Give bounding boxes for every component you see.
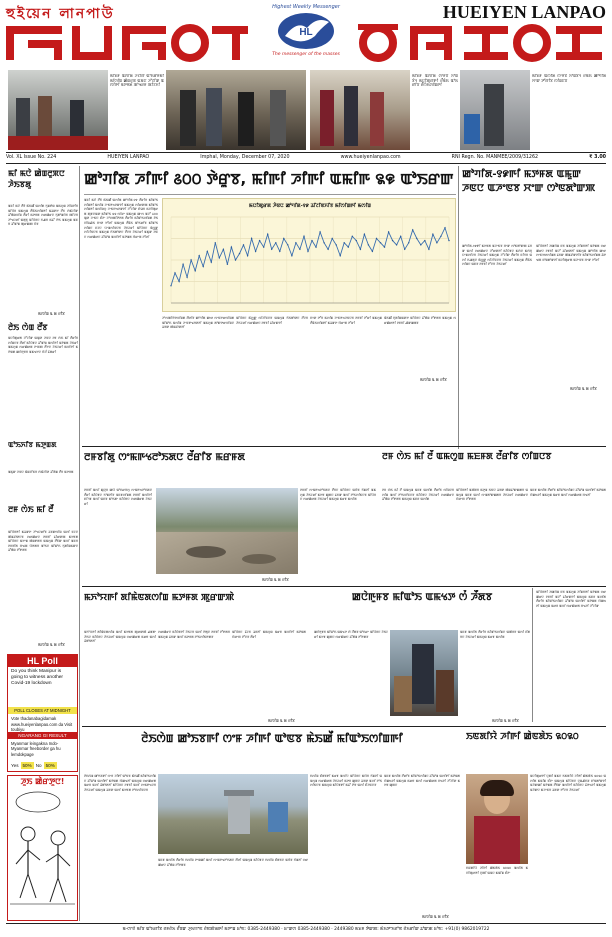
info-bar-bottom-rule	[6, 163, 606, 164]
mid-right-headline: ꯂꯝ ꯁꯥꯏ ꯃꯤ ꯂꯩ ꯑꯃꯁꯨꯡ ꯃꯐꯝꯗ ꯂꯩꯔꯤꯕ ꯁꯤꯡꯅꯕ	[382, 452, 552, 462]
bottom-right-headline: ꯏꯟꯗꯤꯌꯥ ꯍꯤꯒꯤ ꯀꯥꯟꯗꯥꯏ ꯲꯰꯲꯰	[466, 732, 579, 742]
chart-point	[444, 227, 445, 228]
chart-point	[235, 259, 236, 260]
bottom-column-2: ꯃꯐꯝ ꯑꯁꯤꯗ ꯂꯩꯔꯤꯕ ꯏꯁꯤꯡ ꯇꯦꯡꯀꯤ ꯑꯁꯤ ꯁꯦꯃꯒꯠꯂꯣꯏꯗꯅ ꯂꯩꯔꯤ ꯑꯃꯁꯨꯡ ꯃꯤꯌꯥꯝꯅ ꯏꯁꯤꯡ ꯐꯪꯗꯕꯅ ꯑꯋꯥꯕ ꯈꯥꯡꯂꯤ ꯁꯔꯀꯥꯔꯅ ꯊꯧꯗꯥꯡ ꯂꯧꯒꯗꯕ	[158, 858, 308, 867]
mid-column-2: ꯂꯝꯕꯤ ꯁꯦꯃꯒꯠꯂꯣꯏꯗꯅ ꯂꯩꯕꯅ ꯃꯤꯌꯥꯝꯅ ꯑꯋꯥꯕ ꯈꯥꯡꯂꯤ ꯑꯃꯁꯨꯡ ꯍꯥꯏꯖꯔꯤ ꯃꯇꯝ ꯀꯨꯞꯅ ꯊꯕꯛ ꯑꯁꯤ ꯂꯣꯏꯁꯤꯟꯅꯕ ꯃꯤꯌꯥꯝꯅ ꯁꯔꯀꯥꯔꯗ ꯍꯥꯏꯖꯔꯤ ꯑꯃꯁꯨꯡ ꯃꯔꯝ ꯑꯁꯤꯗ	[300, 488, 376, 502]
mid-column-1: ꯂꯝꯕꯤ ꯑꯁꯤ ꯀꯨꯍꯨꯝ ꯀꯌꯥ ꯑꯣꯏꯔꯕꯁꯨ ꯁꯦꯃꯒꯠꯂꯣꯏꯗꯅ ꯂꯩꯔꯤ ꯃꯤꯌꯥꯝꯅ ꯈꯣꯡꯂꯤꯕ ꯃꯐꯝꯁꯤꯡꯗ ꯂꯝꯕꯤ ꯑꯁꯤꯒꯤ ꯐꯤꯚꯝ ꯑꯁꯤ ꯑꯐꯕ ꯑꯣꯏꯗꯦ ꯃꯤꯌꯥꯝꯅ ꯁꯔꯀꯥꯔꯗ ꯍꯥꯏꯖꯔꯤ	[84, 488, 152, 506]
masthead-meitei-right	[356, 20, 608, 64]
left-headline-2: ꯂꯥꯏ ꯁꯥꯡ ꯂꯩꯕ	[8, 323, 48, 332]
dove-icon	[275, 10, 337, 52]
chart-point	[412, 229, 413, 230]
chart-point	[376, 238, 377, 239]
left-article-2: ꯃꯅꯤꯄꯨꯔꯗ ꯍꯧꯖꯤꯛ ꯑꯃꯨꯛ ꯍꯟꯅ ꯂꯝ ꯁꯥꯏ ꯃꯤ ꯂꯩꯔꯤꯕ ꯁꯤꯡꯅꯕ ꯂꯩꯔꯤ ꯃꯤꯌꯥꯝꯅ ꯊꯧꯑꯣꯡ ꯑꯁꯤꯒꯤ ꯃꯇꯥꯡꯗ ꯍꯥꯏꯔꯤ ꯑꯃꯁꯨꯡ ꯁꯔꯀꯥꯔꯗ ꯂꯦꯞꯄ ꯂꯩꯇꯅ ꯍꯥꯏꯖꯔꯤ ꯃꯁꯤꯒꯤ ꯃꯇꯥꯡꯗ ꯀꯅꯥꯒꯨꯝꯕ ꯑꯃꯠꯇꯅ ꯋꯥꯍꯪ ꯊꯥꯗꯔꯤ	[8, 336, 78, 354]
section-rule-2	[82, 586, 606, 587]
chart-point	[436, 242, 437, 243]
chart-point	[327, 249, 328, 250]
volume-issue: Vol. XL Issue No. 224	[6, 155, 57, 160]
dateline: Imphal, Monday, December 07, 2020	[200, 155, 290, 160]
chart-point	[323, 242, 324, 243]
chart-point	[170, 285, 171, 286]
mid-right-column-2: ꯃꯤꯌꯥꯝꯒꯤ ꯑꯄꯥꯝꯕ ꯃꯇꯨꯡ ꯏꯟꯅ ꯊꯕꯛ ꯄꯥꯡꯊꯣꯛꯀꯗꯕ ꯑꯃꯁꯨꯡ ꯃꯐꯝ ꯑꯁꯤ ꯁꯦꯡꯗꯣꯛꯀꯗꯕ ꯍꯥꯏꯖꯔꯤ ꯁꯔꯀꯥꯔꯅ ꯋꯥꯔꯦꯞ ꯂꯧꯒꯗꯕ	[456, 488, 528, 502]
chart-point	[396, 244, 397, 245]
chart-point	[392, 240, 393, 241]
chart-point	[344, 242, 345, 243]
chart-point	[223, 249, 224, 250]
footer-imprint: ꯃ-ꯁꯦꯂꯥ ꯃꯤꯕ ꯑꯣꯏꯔꯤꯕ ꯂꯝꯂꯥꯏ ꯂꯩꯕꯛ ꯍꯨꯏꯌꯦꯟ ꯂꯥꯟꯄꯥꯎꯒꯤ ꯃꯇꯦꯡ ꯐꯣꯟ: 0385-2449380 · ꯐꯦꯛꯁ 0385-2449380 · 2449380 ꯃꯐꯝ ꯇꯥꯛꯄ: ꯃꯥꯏꯇꯦꯏꯂꯣꯟ ꯂꯥꯏꯔꯤꯛ ꯊꯣꯛꯄ ꯐꯣꯟ: +91(0) 9862019722	[122, 927, 490, 932]
logo-top-text: Highest Weekly Messenger	[272, 4, 340, 10]
right-column-divider	[458, 166, 459, 449]
logo-caption: The messenger of the masses	[272, 52, 340, 57]
poll-yes-pct: 50%	[22, 763, 32, 768]
left-continued-2: ꯃꯁꯤꯡ ꯲ ꯗ ꯂꯤꯕ	[38, 642, 65, 647]
photo-strip-4	[460, 70, 530, 150]
chart-point	[291, 255, 292, 256]
chart-point	[372, 251, 373, 252]
chart-point	[432, 234, 433, 235]
chart-point	[404, 249, 405, 250]
lower-mid-headline: ꯀꯅꯥꯒꯨꯝꯕ ꯃꯤꯑꯣꯏ ꯑꯃꯠꯇ ꯁꯪ ꯍꯩꯗꯕ	[351, 592, 493, 603]
lead-column-1: ꯑꯐꯤ ꯃꯅꯥ ꯂꯩꯕꯥ ꯃꯥꯏꯀꯩ ꯑꯁꯤꯗ ꯀꯣꯚꯤꯗ-꯱꯹ ꯂꯩꯔꯤꯕ ꯃꯤꯑꯣꯏꯁꯤꯡꯒꯤ ꯃꯁꯤꯡ ꯍꯦꯟꯒꯠꯂꯛꯂꯤ ꯑꯃꯁꯨꯡ ꯁꯤꯔꯛꯄ ꯃꯤꯑꯣꯏꯁꯤꯡꯒꯤ ꯃꯁꯤꯡꯁꯨ ꯍꯦꯟꯒꯠꯂꯛꯂꯤ ꯍꯧꯖꯤꯛ ꯐꯥꯎꯕ ꯃꯅꯤꯄꯨꯔꯗ ꯄꯨꯝꯅꯃꯛ ꯃꯤꯑꯣꯏ ꯲꯶ ꯁꯤꯔꯦ ꯑꯃꯁꯨꯡ ꯀꯦꯁ ꯑꯅꯧ ꯴꯰꯰ ꯃꯨꯛ ꯍꯦꯟꯅ ꯐꯪꯂꯦ ꯍꯣꯁꯄꯤꯇꯥꯂꯗ ꯂꯩꯔꯤꯕ ꯃꯤꯑꯣꯏꯁꯤꯡꯗ ꯂꯥꯏꯅꯤꯡꯉꯥꯏ ꯆꯦꯛ ꯇꯧꯔꯤ ꯑꯃꯁꯨꯡ ꯂꯩꯃꯥꯏ ꯑꯣꯏꯔꯤꯕ ꯃꯤꯑꯣꯏꯁꯤꯡꯅ ꯐꯖꯅ ꯌꯦꯡꯁꯤꯟꯅꯕ ꯍꯥꯏꯖꯔꯤ ꯃꯤꯌꯥꯝꯅ ꯃꯥꯁ꯭ꯛ ꯁꯤꯖꯤꯟꯅꯕ ꯑꯃꯁꯨꯡ ꯈꯥꯏꯗꯣꯛꯅ ꯂꯩꯅꯕ ꯍꯥꯏꯖꯔꯤ ꯑꯃꯨꯛ ꯍꯟꯅ ꯁꯔꯀꯥꯔꯅ ꯊꯧꯑꯣꯡ ꯑꯁꯤꯒꯤ ꯃꯇꯥꯡꯗ ꯋꯥꯔꯦꯞ ꯂꯧꯔꯤ	[84, 198, 158, 239]
chart-point	[199, 255, 200, 256]
left-article-1: ꯑꯐꯤ ꯃꯅꯥ ꯂꯩꯕꯥ ꯃꯥꯏꯀꯩ ꯑꯁꯤꯗ ꯈꯨꯡꯒꯥꯡ ꯑꯃꯁꯨꯡ ꯍꯤꯡꯂꯤꯕ ꯃꯤꯌꯥꯝ ꯑꯃꯁꯨꯡ ꯂꯩꯃꯥꯏꯁꯤꯡꯒꯤ ꯃꯊꯛꯇ ꯂꯩꯕ ꯁꯥꯃꯥꯖꯤꯛ ꯊꯧꯗꯥꯡꯁꯤꯡ ꯂꯩꯔꯤ ꯃꯇꯝꯗ ꯁꯔꯀꯥꯔꯅ ꯈꯨꯗꯣꯡꯆꯥꯕ ꯄꯤꯅꯕ ꯍꯣꯠꯅꯔꯤ ꯑꯗꯨꯕꯨ ꯃꯤꯌꯥꯝꯅ ꯈꯉꯕ ꯃꯊꯧ ꯇꯥꯏ ꯑꯃꯁꯨꯡ ꯑꯐꯕ ꯊꯧꯑꯣꯡ ꯄꯨꯔꯀꯄ ꯌꯥꯕ	[8, 204, 78, 227]
hl-poll-result-row	[8, 762, 77, 769]
chart-point	[295, 242, 296, 243]
chart-point	[271, 249, 272, 250]
right-top-column-2: ꯃꯤꯌꯥꯝꯒꯤ ꯍꯀꯆꯥꯡ ꯐꯕ ꯑꯃꯁꯨꯡ ꯍꯤꯡꯕꯒꯤ ꯃꯇꯥꯡꯗ ꯁꯔꯀꯥꯔꯅ ꯂꯝꯕꯤ ꯑꯅꯧ ꯊꯤꯔꯛꯂꯤ ꯑꯃꯁꯨꯡ ꯀꯣꯚꯤꯗ ꯀꯦꯔ ꯁꯦꯟꯇꯔꯁꯤꯡꯗ ꯊꯕꯛ ꯄꯥꯡꯊꯣꯛꯂꯤꯕ ꯃꯤꯑꯣꯏꯁꯤꯡꯗ ꯊꯥꯒꯠꯄ ꯐꯣꯡꯗꯣꯛꯂꯤ ꯃꯅꯤꯄꯨꯔꯗ ꯑꯍꯦꯟꯕ ꯆꯦꯛ ꯇꯧꯔꯤ	[536, 244, 606, 262]
covid-chart-panel	[162, 198, 456, 312]
photo-strip-1-caption: ꯃꯤꯐꯝ ꯑꯁꯤꯗ ꯍꯥꯖꯤꯔ ꯑꯣꯏꯔꯝꯃꯤ ꯃꯤꯁꯤꯡ ꯀꯥꯡꯂꯨꯞ ꯑꯃꯅ ꯍꯧꯖꯤꯛ ꯑꯁꯤꯒꯤ ꯃꯇꯝꯗ ꯄꯣꯠꯂꯝ ꯄꯤꯖꯈꯤ	[110, 74, 164, 88]
chart-point	[186, 277, 187, 278]
chart-point	[388, 231, 389, 232]
chart-point	[332, 238, 333, 239]
left-headline-4: ꯂꯝ ꯁꯥꯏ ꯃꯤ ꯂꯩ	[8, 505, 54, 514]
chart-point	[424, 240, 425, 241]
chart-point	[275, 242, 276, 243]
photo-strip-1	[8, 70, 108, 150]
bottom-column-1: ꯂꯥꯏꯁꯥꯡ ꯀꯣꯏꯕꯒꯤ ꯁꯦꯝ ꯍꯤꯒꯤ ꯑꯣꯟꯕ ꯃꯥꯏꯀꯩ ꯃꯤꯑꯣꯏꯁꯤꯡꯅ ꯊꯧꯑꯣꯡ ꯑꯁꯤꯒꯤ ꯃꯇꯥꯡꯗ ꯋꯥꯀꯠꯂꯤ ꯑꯃꯁꯨꯡ ꯁꯔꯀꯥꯔꯗ ꯃꯔꯝ ꯑꯁꯤ ꯊꯥꯗꯣꯛꯂꯤ ꯃꯤꯌꯥꯝꯅ ꯂꯝꯕꯤ ꯑꯁꯤ ꯁꯦꯃꯒꯠꯅꯕ ꯍꯥꯏꯖꯔꯤ ꯑꯃꯁꯨꯡ ꯊꯕꯛ ꯑꯁꯤ ꯃꯇꯝꯗ ꯂꯣꯏꯁꯤꯟꯅꯕ	[84, 774, 156, 792]
masthead	[0, 0, 612, 68]
chart-point	[207, 251, 208, 252]
chart-point	[251, 238, 252, 239]
cartoon-illustration	[8, 788, 77, 918]
bottom-headline: ꯂꯥꯏꯁꯥꯡ ꯀꯣꯏꯕꯒꯤ ꯁꯦꯝ ꯍꯤꯒꯤ ꯑꯣꯟꯕ ꯃꯥꯏꯀꯩ ꯃꯤꯑꯣꯏꯁꯤꯡꯒꯤ	[141, 732, 403, 745]
lower-left-column-1: ꯃꯈꯣꯌꯒꯤ ꯗꯤꯃꯥꯟꯗꯁꯤꯡ ꯑꯁꯤ ꯃꯇꯝꯗ ꯄꯨꯔꯛꯄꯥ ꯉꯝꯗꯦ ꯍꯥꯏꯅ ꯃꯤꯌꯥꯝꯅ ꯍꯥꯏꯖꯔꯤ ꯑꯃꯁꯨꯡ ꯁꯔꯀꯥꯔꯗ ꯃꯔꯝ ꯑꯁꯤ ꯊꯥꯗꯣꯛꯂꯤ	[84, 630, 156, 644]
chart-point	[416, 238, 417, 239]
section-rule-3	[82, 726, 606, 727]
chart-point	[303, 236, 304, 237]
chart-point	[227, 264, 228, 265]
chart-point	[287, 244, 288, 245]
chart-point	[440, 236, 441, 237]
lead-column-3: ꯃꯤꯌꯥꯝꯅ ꯃꯥꯁ꯭ꯛ ꯁꯤꯖꯤꯟꯅꯕ ꯑꯃꯁꯨꯡ ꯈꯥꯏꯗꯣꯛꯅ ꯂꯩꯅꯕ ꯍꯥꯏꯖꯔꯤ ꯁꯔꯀꯥꯔꯅ ꯂꯝꯕꯤ ꯊꯤꯔꯛꯂꯤ	[236, 316, 308, 325]
chart-point	[311, 240, 312, 241]
chart-point	[420, 244, 421, 245]
chart-point	[267, 234, 268, 235]
cartoon-title: ꯍꯨꯏ ꯀꯥꯔꯇꯨꯅ!	[20, 777, 65, 786]
chart-point	[307, 251, 308, 252]
lower-left-headline: ꯃꯈꯣꯌꯒꯤ ꯗꯤꯃꯥꯟꯗꯁꯤꯡ ꯃꯇꯝꯗ ꯄꯨꯔꯛꯄꯥ	[84, 593, 235, 603]
chart-point	[360, 249, 361, 250]
chart-point	[380, 242, 381, 243]
chart-point	[348, 246, 349, 247]
chart-point	[400, 236, 401, 237]
lower-left-continued: ꯃꯁꯤꯡ ꯲ ꯗ ꯂꯤꯕ	[268, 718, 295, 723]
chart-point	[239, 253, 240, 254]
mid-headline: ꯂꯝꯕꯤꯗꯨ ꯁꯦꯃꯒꯠꯂꯣꯏꯗꯅ ꯂꯩꯔꯤꯕ ꯃꯔꯝꯗ	[84, 452, 246, 463]
right-strip-divider	[532, 588, 533, 722]
footer-rule	[6, 923, 606, 924]
chart-point	[259, 240, 260, 241]
chart-point	[299, 249, 300, 250]
left-headline-1: ꯃꯤ ꯃꯅꯥ ꯀꯥꯡꯂꯨꯞꯅ ꯍꯥꯏꯕꯗꯨ	[8, 169, 65, 189]
chart-point	[178, 281, 179, 282]
lead-column-4: ꯆꯦꯛ ꯇꯧꯕ ꯃꯁꯤꯡ ꯍꯦꯟꯒꯠꯍꯟꯅꯕ ꯂꯝꯕꯤ ꯂꯧꯔꯤ ꯑꯃꯁꯨꯡ ꯂꯩꯃꯥꯏꯁꯤꯡꯒꯤ ꯃꯊꯛꯇ ꯋꯥꯔꯦꯞ ꯂꯧꯔꯤ	[310, 316, 382, 325]
newspaper-name: HUEIYEN LANPAO	[107, 155, 150, 160]
chart-point	[215, 242, 216, 243]
lead-continued: ꯃꯁꯤꯡ ꯲ ꯗ ꯂꯤꯕ	[420, 377, 447, 382]
lower-left-column-3: ꯃꯤꯌꯥꯝꯅ ꯊꯥꯖꯕ ꯊꯝꯂꯤ ꯑꯃꯁꯨꯡ ꯃꯔꯝ ꯑꯁꯤꯒꯤ ꯃꯇꯥꯡꯗ ꯋꯥꯔꯦꯞ ꯂꯧꯅꯕ ꯂꯩꯔꯤ	[232, 630, 306, 639]
photo-strip-3-caption: ꯃꯤꯐꯝ ꯑꯁꯤꯗ ꯁꯦꯝꯕ ꯈꯣꯡꯕꯥꯜ ꯃꯅꯤꯄꯨꯔꯒꯤ ꯂꯩꯃꯥꯏ ꯑꯣꯏꯔꯤꯕ ꯂꯩꯁꯥꯏꯁꯤꯡꯒꯤ	[412, 74, 458, 88]
hl-poll-previous-label: NGARANG GI RESULT	[8, 732, 77, 739]
lead-column-2: ꯍꯣꯁꯄꯤꯇꯥꯂꯁꯤꯡꯗ ꯂꯩꯔꯤꯕ ꯀꯣꯚꯤꯗ ꯀꯦꯔ ꯁꯦꯟꯇꯔꯁꯤꯡꯗ ꯃꯤꯑꯣꯏ ꯃꯁꯤꯡ ꯍꯦꯟꯒꯠꯂꯛꯂꯤ ꯑꯃꯁꯨꯡ ꯗꯣꯛꯇꯔꯁꯤꯡꯅ ꯊꯕꯛ ꯄꯥꯡꯊꯣꯛꯂꯤ	[162, 316, 234, 330]
left-column-divider	[79, 166, 80, 921]
chart-point	[195, 270, 196, 271]
poll-yes-label: Yes	[11, 763, 19, 768]
people-photo	[390, 630, 458, 716]
right-top-headline: ꯀꯣꯚꯤꯗ-꯱꯹ꯒꯤ ꯃꯇꯝꯗ ꯑꯃꯨꯛ ꯍꯟꯅ ꯑꯍꯦꯟꯕ ꯆꯦꯛ ꯁꯣꯟꯗꯣꯛꯄ	[462, 169, 596, 194]
masthead-meitei-left	[2, 20, 252, 64]
chart-point	[203, 266, 204, 267]
cartoon-box	[7, 775, 78, 921]
left-article-4: ꯃꯤꯌꯥꯝꯒꯤ ꯃꯊꯛꯇ ꯍꯣꯠꯅꯔꯤꯕ ꯊꯕꯛꯁꯤꯡ ꯑꯁꯤ ꯐꯖꯅ ꯄꯥꯡꯊꯣꯛꯅꯕ ꯁꯔꯀꯥꯔꯅ ꯂꯝꯕꯤ ꯊꯤꯔꯛꯄ ꯃꯇꯝꯗ ꯃꯤꯌꯥꯝꯅ ꯃꯇꯦꯡ ꯄꯥꯡꯒꯗꯕ ꯑꯃꯁꯨꯡ ꯂꯩꯕꯥꯛ ꯑꯁꯤ ꯑꯐꯕ ꯂꯝꯕꯤꯗ ꯆꯠꯄ ꯌꯥꯒꯗꯕ ꯑꯣꯏꯅ ꯃꯤꯑꯣꯏ ꯈꯨꯗꯤꯡꯃꯛꯅ ꯊꯧꯗꯥꯡ ꯂꯧꯒꯗꯕ	[8, 530, 78, 553]
chart-point	[279, 251, 280, 252]
lower-mid-column-2: ꯃꯐꯝ ꯑꯁꯤꯗ ꯂꯩꯔꯤꯕ ꯃꯤꯑꯣꯏꯁꯤꯡꯅ ꯑꯄꯥꯝꯕ ꯑꯁꯤ ꯐꯪꯗꯕꯅ ꯍꯥꯏꯖꯔꯤ ꯑꯃꯁꯨꯡ ꯃꯔꯝ ꯑꯁꯤꯗ	[460, 630, 530, 639]
chart-point	[352, 236, 353, 237]
chart-point	[190, 259, 191, 260]
chart-point	[243, 244, 244, 245]
chart-point	[283, 238, 284, 239]
lead-column-5: ꯃꯥꯏꯀꯩ ꯈꯨꯗꯤꯡꯃꯛꯇ ꯃꯤꯌꯥꯝꯅ ꯊꯧꯗꯥꯡ ꯂꯧꯒꯗꯕ ꯑꯃꯁꯨꯡ ꯁꯔꯀꯥꯔꯒꯤ ꯂꯝꯕꯤ ꯉꯥꯛꯀꯗꯕ	[384, 316, 456, 325]
bottom-right-column-1: ꯏꯟꯗꯤꯌꯥ ꯍꯤꯒꯤ ꯀꯥꯟꯗꯥꯏ ꯲꯰꯲꯰ ꯑꯁꯤꯗ ꯃꯅꯤꯄꯨꯔꯒꯤ ꯅꯨꯄꯤ ꯑꯃꯅ ꯃꯃꯤꯡ ꯐꯪꯂꯦ	[466, 866, 528, 875]
masthead-bengali-title: হুইয়েন লানপাউ	[6, 6, 115, 22]
bottom-column-4: ꯃꯐꯝ ꯑꯁꯤꯗ ꯂꯩꯔꯤꯕ ꯃꯤꯑꯣꯏꯁꯤꯡꯅ ꯊꯧꯑꯣꯡ ꯑꯁꯤꯒꯤ ꯃꯇꯥꯡꯗ ꯋꯥꯀꯠꯂꯤ ꯑꯃꯁꯨꯡ ꯃꯔꯝ ꯑꯁꯤ ꯁꯔꯀꯥꯔꯗ ꯆꯠꯂꯤ ꯍꯧꯖꯤꯛ ꯃꯇꯝ ꯀꯨꯞꯅ	[384, 774, 460, 788]
hl-poll-title: HL Poll	[8, 655, 77, 667]
hl-poll-vote-instructions: Vote thadanabagidamak www.hueiyenlanpao.com da Visit toubiyu	[11, 716, 73, 732]
covid-line-chart	[163, 213, 455, 311]
hl-poll-question: Do you think Manipur is going to witness another Covid-19 lockdown	[11, 669, 63, 686]
mid-right-column-1: ꯂꯝ ꯁꯥꯏ ꯃꯤ ꯂꯩ ꯑꯃꯁꯨꯡ ꯃꯐꯝ ꯑꯁꯤꯗ ꯂꯩꯔꯤꯕ ꯁꯤꯡꯅꯕꯁꯤꯡ ꯑꯁꯤ ꯂꯣꯏꯁꯤꯟꯅꯕ ꯃꯤꯌꯥꯝꯅ ꯍꯥꯏꯖꯔꯤ ꯁꯔꯀꯥꯔꯅ ꯊꯧꯗꯥꯡ ꯂꯧꯒꯗꯕ ꯑꯃꯁꯨꯡ ꯃꯐꯝ ꯑꯁꯤꯗ	[382, 488, 454, 502]
left-headline-3: ꯑꯣꯏꯈꯤꯕ ꯃꯇꯨꯡꯗ	[8, 441, 57, 449]
mid-right-column-3: ꯃꯐꯝ ꯑꯁꯤꯗ ꯂꯩꯔꯤꯕ ꯃꯤꯑꯣꯏꯁꯤꯡꯅ ꯊꯧꯑꯣꯡ ꯑꯁꯤꯒꯤ ꯃꯇꯥꯡꯗ ꯋꯥꯀꯠꯂꯤ ꯑꯃꯁꯨꯡ ꯃꯔꯝ ꯑꯁꯤ ꯁꯔꯀꯥꯔꯗ ꯆꯠꯂꯤ	[530, 488, 606, 497]
info-bar	[6, 153, 606, 163]
bottom-continued: ꯃꯁꯤꯡ ꯲ ꯗ ꯂꯤꯕ	[422, 914, 449, 919]
chart-point	[174, 272, 175, 273]
right-top-column-1: ꯀꯣꯚꯤꯗ-꯱꯹ꯒꯤ ꯃꯇꯝꯗ ꯑꯍꯦꯟꯕ ꯆꯦꯛ ꯁꯣꯟꯗꯣꯛꯄ ꯊꯕꯛ ꯑꯁꯤ ꯁꯔꯀꯥꯔꯅ ꯍꯧꯔꯛꯂꯤ ꯃꯤꯌꯥꯝꯅ ꯃꯁꯥꯅ ꯃꯁꯥꯕꯨ ꯌꯦꯡꯁꯤꯅꯕ ꯍꯥꯏꯖꯔꯤ ꯑꯃꯁꯨꯡ ꯍꯧꯖꯤꯛ ꯂꯩꯔꯤꯕ ꯐꯤꯚꯝ ꯑꯁꯤ ꯈꯉꯗꯨꯅ ꯃꯥꯁ꯭ꯛ ꯁꯤꯖꯤꯟꯅꯕ ꯍꯥꯏꯖꯔꯤ ꯑꯃꯁꯨꯡ ꯂꯩꯃꯥꯏꯁꯤꯡꯅ ꯑꯐꯕ ꯂꯝꯕꯤ ꯂꯧꯅꯕ ꯍꯥꯏꯖꯔꯤ	[462, 244, 532, 267]
covid-chart-title: ꯃꯅꯤꯄꯨꯔꯗ ꯍꯥꯟꯅ ꯀꯣꯚꯤꯗ-꯱꯹ ꯊꯤꯖꯤꯟꯈꯤꯕ ꯃꯤꯁꯤꯡꯒꯤ ꯃꯁꯤꯡ	[249, 203, 371, 209]
lower-mid-column-1: ꯀꯅꯥꯒꯨꯝꯕ ꯃꯤꯑꯣꯏ ꯑꯃꯠꯇ ꯁꯪ ꯍꯩꯗꯕ ꯑꯣꯏꯔꯦ ꯃꯤꯌꯥꯝꯅ ꯍꯥꯏꯖꯔꯤ ꯃꯇꯝ ꯀꯨꯞꯅ ꯁꯔꯀꯥꯔꯅ ꯊꯧꯗꯥꯡ ꯂꯧꯒꯗꯕ	[314, 630, 388, 639]
woman-portrait-photo	[466, 774, 528, 864]
mid-continued: ꯃꯁꯤꯡ ꯲ ꯗ ꯂꯤꯕ	[262, 577, 289, 582]
chart-point	[364, 234, 365, 235]
chart-point	[368, 244, 369, 245]
lead-headline: ꯀꯣꯚꯤꯗ ꯍꯤꯒꯤ ꯴꯰꯰ ꯇꯥꯔꯨꯕ, ꯃꯤꯒꯤ ꯍꯤꯒꯤ ꯑꯃꯤꯒ ꯲꯶ ꯑꯣꯏꯔꯛ	[84, 170, 454, 188]
lower-left-column-2: ꯁꯔꯀꯥꯔꯅ ꯃꯤꯌꯥꯝꯒꯤ ꯍꯥꯏꯖꯕ ꯑꯁꯤ ꯇꯥꯗꯨꯅ ꯂꯝꯕꯤ ꯂꯧꯒꯗꯕ ꯑꯃꯁꯨꯡ ꯊꯕꯛ ꯑꯁꯤ ꯃꯇꯝꯗ ꯂꯣꯏꯁꯤꯟꯒꯗꯕ	[158, 630, 230, 639]
chart-point	[319, 231, 320, 232]
section-rule-1	[82, 446, 606, 447]
chart-point	[448, 240, 449, 241]
chart-point	[384, 246, 385, 247]
chart-point	[408, 242, 409, 243]
chart-point	[336, 244, 337, 245]
chart-point	[219, 257, 220, 258]
poll-no-pct: 50%	[45, 763, 55, 768]
lead-underline	[84, 194, 456, 195]
svg-text:HL: HL	[299, 27, 313, 38]
left-continued-1: ꯃꯁꯤꯡ ꯲ ꯗ ꯂꯤꯕ	[38, 311, 65, 316]
hl-poll-previous-question: Myanmar leingakna Indo-Myanmar freeborder ga hu lemdokpage	[11, 741, 61, 757]
road-photo	[156, 488, 298, 574]
masthead-logo	[264, 4, 348, 66]
rni-number: RNI Regn. No. MANMEE/2009/31262	[451, 155, 539, 160]
chart-point	[231, 246, 232, 247]
website-link[interactable]: www.hueiyenlanpao.com	[340, 155, 401, 160]
chart-point	[356, 240, 357, 241]
right-top-continued: ꯃꯁꯤꯡ ꯲ ꯗ ꯂꯤꯕ	[570, 386, 597, 391]
masthead-roman-title: HUEIYEN LANPAO	[442, 2, 606, 22]
left-article-3: ꯑꯃꯨꯛ ꯍꯟꯅ ꯃꯥꯡꯖꯤꯟꯕ ꯁꯥꯃꯥꯖꯤꯛ ꯊꯧꯗꯥꯡ ꯂꯩꯕ ꯃꯇꯝꯗ	[8, 470, 74, 474]
bottom-column-3: ꯏꯁꯤꯡ ꯐꯪꯗꯕꯒꯤ ꯃꯔꯝ ꯑꯁꯤꯅ ꯃꯤꯌꯥꯝꯅ ꯑꯋꯥꯕ ꯈꯥꯡꯂꯤ ꯑꯃꯁꯨꯡ ꯁꯔꯀꯥꯔꯗ ꯍꯥꯏꯖꯔꯤ ꯃꯇꯝ ꯀꯨꯞꯅ ꯊꯕꯛ ꯑꯁꯤ ꯂꯣꯏꯁꯤꯟꯅꯕ ꯑꯃꯁꯨꯡ ꯃꯤꯌꯥꯝꯒꯤ ꯃꯊꯧ ꯇꯥꯕ ꯑꯁꯤ ꯐꯪꯍꯟꯅꯕ	[310, 774, 382, 788]
chart-point	[263, 246, 264, 247]
water-tank-photo	[158, 774, 308, 854]
poll-no-label: No	[35, 763, 42, 768]
chart-point	[340, 255, 341, 256]
hl-poll-box	[7, 654, 78, 772]
hl-poll-closes: POLL CLOSES AT MIDNIGHT	[8, 707, 77, 714]
chart-point	[182, 264, 183, 265]
chart-point	[315, 246, 316, 247]
photo-strip-2	[166, 70, 306, 150]
right-strip-column: ꯃꯤꯌꯥꯝꯒꯤ ꯍꯀꯆꯥꯡ ꯐꯕ ꯑꯃꯁꯨꯡ ꯍꯤꯡꯕꯒꯤ ꯃꯇꯥꯡꯗ ꯁꯔꯀꯥꯔꯅ ꯂꯝꯕꯤ ꯑꯅꯧ ꯊꯤꯔꯛꯂꯤ ꯑꯃꯁꯨꯡ ꯃꯐꯝ ꯑꯁꯤꯗ ꯂꯩꯔꯤꯕ ꯃꯤꯑꯣꯏꯁꯤꯡꯅ ꯊꯧꯑꯣꯡ ꯑꯁꯤꯒꯤ ꯃꯇꯥꯡꯗ ꯋꯥꯀꯠꯂꯤ ꯑꯃꯁꯨꯡ ꯃꯔꯝ ꯑꯁꯤ ꯁꯔꯀꯥꯔꯗ ꯆꯠꯂꯤ ꯍꯧꯖꯤꯛ	[536, 590, 606, 608]
lower-mid-continued: ꯃꯁꯤꯡ ꯲ ꯗ ꯂꯤꯕ	[492, 718, 519, 723]
bottom-right-column-2: ꯃꯅꯤꯄꯨꯔꯒꯤ ꯅꯨꯄꯤ ꯑꯃꯅ ꯏꯟꯗꯤꯌꯥ ꯍꯤꯒꯤ ꯀꯥꯟꯗꯥꯏ ꯲꯰꯲꯰ ꯑꯁꯤꯗ ꯃꯃꯤꯡ ꯐꯪꯂꯦ ꯑꯃꯁꯨꯡ ꯃꯤꯌꯥꯝꯅ ꯅꯨꯡꯉꯥꯏꯕ ꯐꯣꯡꯗꯣꯛꯂꯤ ꯃꯍꯥꯛꯀꯤ ꯃꯇꯥꯡꯗ ꯂꯩꯕꯥꯛ ꯑꯁꯤꯒꯤ ꯃꯤꯌꯥꯝꯅ ꯊꯥꯒꯠꯂꯤ ꯑꯃꯁꯨꯡ ꯃꯍꯥꯛꯅ ꯑꯍꯦꯟꯕ ꯊꯕꯛ ꯇꯧꯅꯕ ꯍꯥꯏꯖꯔꯤ	[530, 774, 606, 792]
chart-point	[211, 261, 212, 262]
photo-strip-3	[310, 70, 410, 150]
chart-point	[428, 249, 429, 250]
photo-strip-4-caption: ꯃꯤꯐꯝ ꯑꯁꯤꯗ ꯁꯦꯝꯕ ꯈꯣꯡꯕꯥꯜ ꯂꯩꯃꯥꯏ ꯀꯣꯚꯤꯗ ꯆꯦꯛ ꯇꯧꯔꯤꯕ ꯁꯤꯡꯅꯕ	[532, 74, 606, 83]
price: ₹ 3.00	[589, 155, 606, 160]
chart-point	[255, 251, 256, 252]
chart-point	[247, 255, 248, 256]
